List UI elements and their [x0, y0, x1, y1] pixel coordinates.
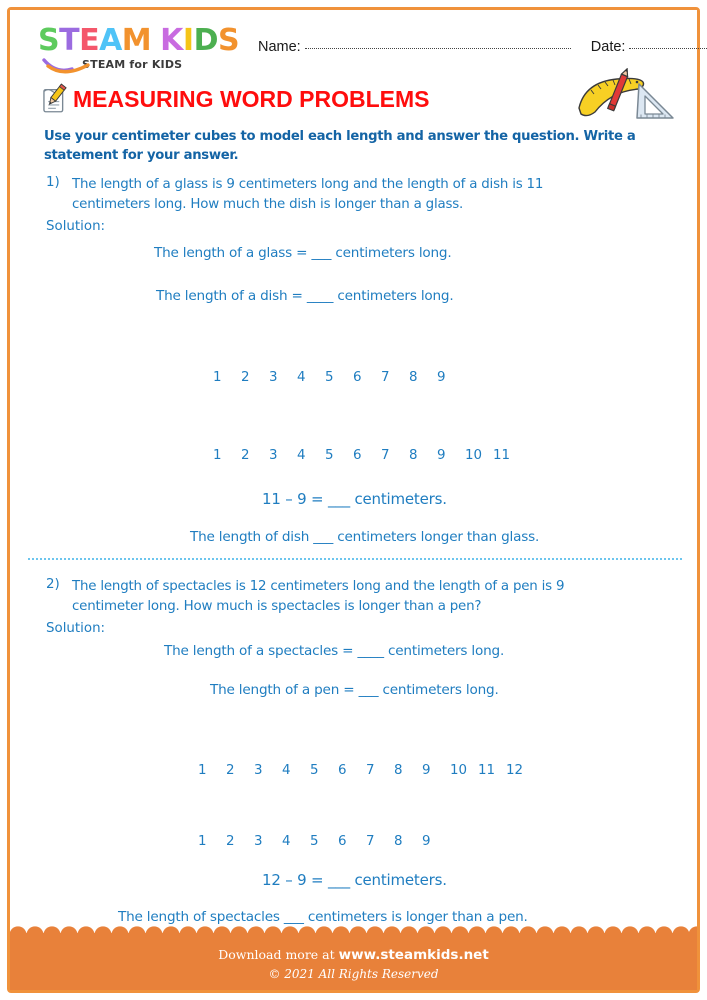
page-footer: [10, 933, 697, 990]
steam-kids-logo: [38, 23, 240, 71]
footer-download-line: [10, 947, 697, 963]
logo-letter: A: [99, 23, 122, 58]
number-cell: 6: [338, 763, 347, 778]
number-cell: 9: [437, 448, 446, 463]
question-2-equation[interactable]: 12 – 9 = ___ centimeters.: [262, 871, 447, 889]
number-cell: 11: [478, 763, 496, 778]
number-cell: 4: [297, 448, 306, 463]
logo-letter: T: [59, 23, 80, 58]
question-1-statement-1[interactable]: The length of a glass = ___ centimeters long.: [154, 245, 452, 261]
number-cell: 3: [254, 763, 263, 778]
number-cell: 3: [269, 370, 278, 385]
number-cell: 7: [381, 448, 390, 463]
number-cell: 7: [366, 763, 375, 778]
logo-letter: D: [193, 23, 218, 58]
name-label: Name:: [258, 39, 301, 55]
logo-wordmark: [38, 23, 240, 58]
name-input-line[interactable]: [305, 40, 571, 49]
number-cell: 11: [493, 448, 511, 463]
notepad-pencil-icon: [38, 82, 72, 116]
instructions-text: Use your centimeter cubes to model each length and answer the question. Write a statement for your answer.: [44, 129, 636, 163]
logo-letter: I: [182, 23, 194, 58]
question-1-number: 1): [46, 175, 60, 190]
question-2-number: 2): [46, 577, 60, 592]
number-cell: 10: [465, 448, 483, 463]
number-cell: 4: [282, 834, 291, 849]
logo-letter: M: [121, 23, 152, 58]
worksheet-title-row: [38, 82, 430, 116]
number-cell: 1: [213, 370, 222, 385]
question-1-solution-label: Solution:: [46, 219, 106, 234]
number-cell: 6: [353, 448, 362, 463]
date-input-line[interactable]: [629, 40, 707, 49]
number-cell: 9: [437, 370, 446, 385]
scallop-edge-decoration: [10, 926, 697, 942]
number-cell: 3: [269, 448, 278, 463]
logo-letter: S: [38, 23, 60, 58]
logo-swoosh-icon: [42, 56, 94, 76]
number-cell: 5: [325, 370, 334, 385]
question-2-numberline-1: [198, 763, 534, 778]
question-1-answer-statement[interactable]: The length of dish ___ centimeters longer than glass.: [190, 529, 540, 545]
page-content: [10, 10, 697, 990]
question-2-solution-label: Solution:: [46, 621, 106, 636]
question-1-prompt-line1: The length of a glass is 9 centimeters long and the length of a dish is 11: [72, 177, 544, 192]
number-cell: 8: [409, 448, 418, 463]
footer-download-prefix: Download more at: [218, 947, 335, 962]
ruler-pencil-triangle-icon: [569, 68, 685, 126]
page-title: MEASURING WORD PROBLEMS: [73, 85, 430, 112]
number-cell: 5: [310, 834, 319, 849]
question-1-numberline-1: [213, 370, 465, 385]
question-2-prompt-line1: The length of spectacles is 12 centimeters long and the length of a pen is 9: [72, 579, 565, 594]
number-cell: 4: [282, 763, 291, 778]
footer-copyright: © 2021 All Rights Reserved: [268, 967, 439, 981]
number-cell: 1: [198, 763, 207, 778]
question-2-prompt-line2: centimeter long. How much is spectacles is longer than a pen?: [72, 599, 482, 614]
number-cell: 9: [422, 834, 431, 849]
question-2-statement-1[interactable]: The length of a spectacles = ____ centimeters long.: [164, 643, 505, 659]
date-label: Date:: [590, 39, 626, 55]
question-divider: [28, 558, 682, 560]
number-cell: 2: [226, 834, 235, 849]
number-cell: 1: [213, 448, 222, 463]
question-2-statement-2[interactable]: The length of a pen = ___ centimeters long.: [210, 682, 499, 698]
number-cell: 7: [366, 834, 375, 849]
number-cell: 2: [241, 448, 250, 463]
number-cell: 9: [422, 763, 431, 778]
logo-letter: S: [217, 23, 240, 58]
logo-letter: E: [79, 23, 100, 58]
footer-site-link[interactable]: www.steamkids.net: [338, 947, 489, 963]
logo-tagline: STEAM for KIDS: [82, 58, 183, 71]
number-cell: 8: [409, 370, 418, 385]
number-cell: 2: [226, 763, 235, 778]
number-cell: 5: [310, 763, 319, 778]
number-cell: 3: [254, 834, 263, 849]
number-cell: 8: [394, 834, 403, 849]
number-cell: 10: [450, 763, 468, 778]
number-cell: 8: [394, 763, 403, 778]
logo-letter: K: [160, 23, 183, 58]
number-cell: 4: [297, 370, 306, 385]
question-1-numberline-2: [213, 448, 521, 463]
question-1-equation[interactable]: 11 – 9 = ___ centimeters.: [262, 490, 447, 508]
question-2-answer-statement[interactable]: The length of spectacles ___ centimeters is longer than a pen.: [118, 909, 528, 925]
number-cell: 1: [198, 834, 207, 849]
number-cell: 2: [241, 370, 250, 385]
number-cell: 5: [325, 448, 334, 463]
page-header: [10, 10, 697, 72]
number-cell: 6: [353, 370, 362, 385]
number-cell: 7: [381, 370, 390, 385]
number-cell: 12: [506, 763, 524, 778]
question-1-statement-2[interactable]: The length of a dish = ____ centimeters long.: [156, 288, 454, 304]
number-cell: 6: [338, 834, 347, 849]
question-2-numberline-2: [198, 834, 450, 849]
name-date-row: [258, 39, 707, 55]
question-1-prompt-line2: centimeters long. How much the dish is longer than a glass.: [72, 197, 464, 212]
